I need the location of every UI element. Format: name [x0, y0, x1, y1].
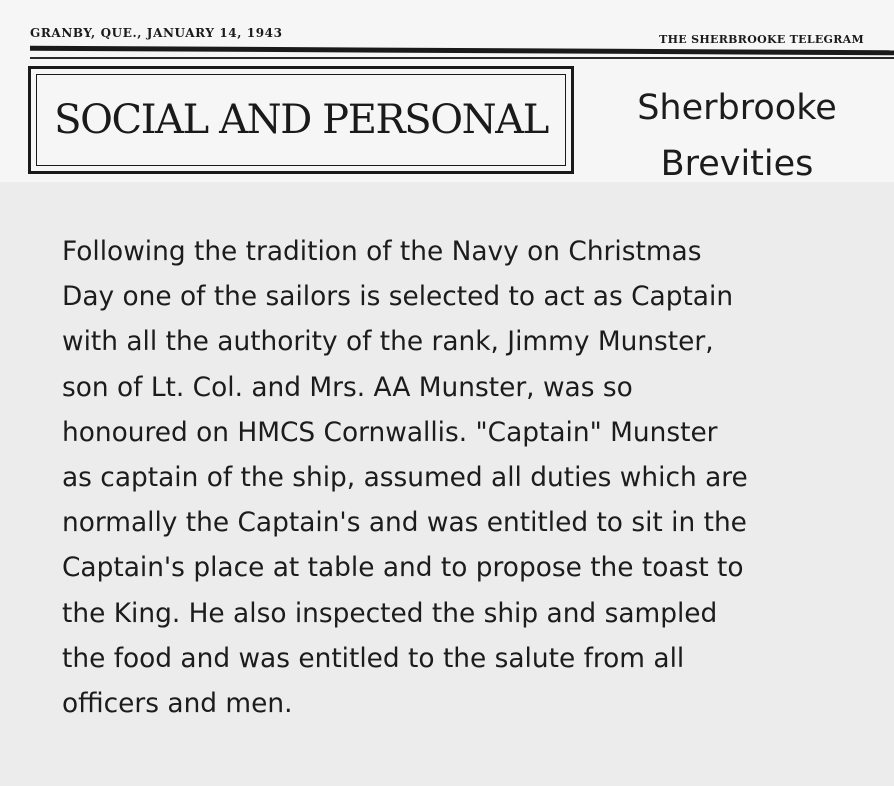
article-line: officers and men. [62, 688, 293, 720]
article-line: honoured on HMCS Cornwallis. "Captain" Munster [62, 416, 718, 448]
section-heading-box [28, 66, 574, 174]
article-line: Day one of the sailors is selected to act as Captain [62, 281, 734, 313]
column-title-line-2: Brevities [660, 144, 814, 184]
article-line: Captain's place at table and to propose the toast to [62, 552, 744, 584]
column-title-line-1: Sherbrooke [637, 88, 837, 128]
article-line: with all the authority of the rank, Jimmy Munster, [62, 326, 714, 358]
masthead-rule-thin [30, 57, 894, 59]
section-heading: SOCIAL AND PERSONAL [54, 97, 548, 143]
publication-name: THE SHERBROOKE TELEGRAM [659, 33, 864, 46]
article-line: son of Lt. Col. and Mrs. AA Munster, was so [62, 371, 633, 403]
article-body [62, 229, 852, 726]
section-heading-inner-frame [36, 74, 566, 166]
masthead-rule [30, 46, 894, 56]
article-line: the King. He also inspected the ship and sampled [62, 597, 718, 629]
article-line: normally the Captain's and was entitled to sit in the [62, 507, 747, 539]
article-line: the food and was entitled to the salute from all [62, 642, 685, 674]
dateline: GRANBY, QUE., JANUARY 14, 1943 [30, 26, 283, 40]
article-line: as captain of the ship, assumed all duties which are [62, 462, 748, 494]
column-title [586, 80, 888, 192]
article-line: Following the tradition of the Navy on Christmas [62, 236, 702, 267]
